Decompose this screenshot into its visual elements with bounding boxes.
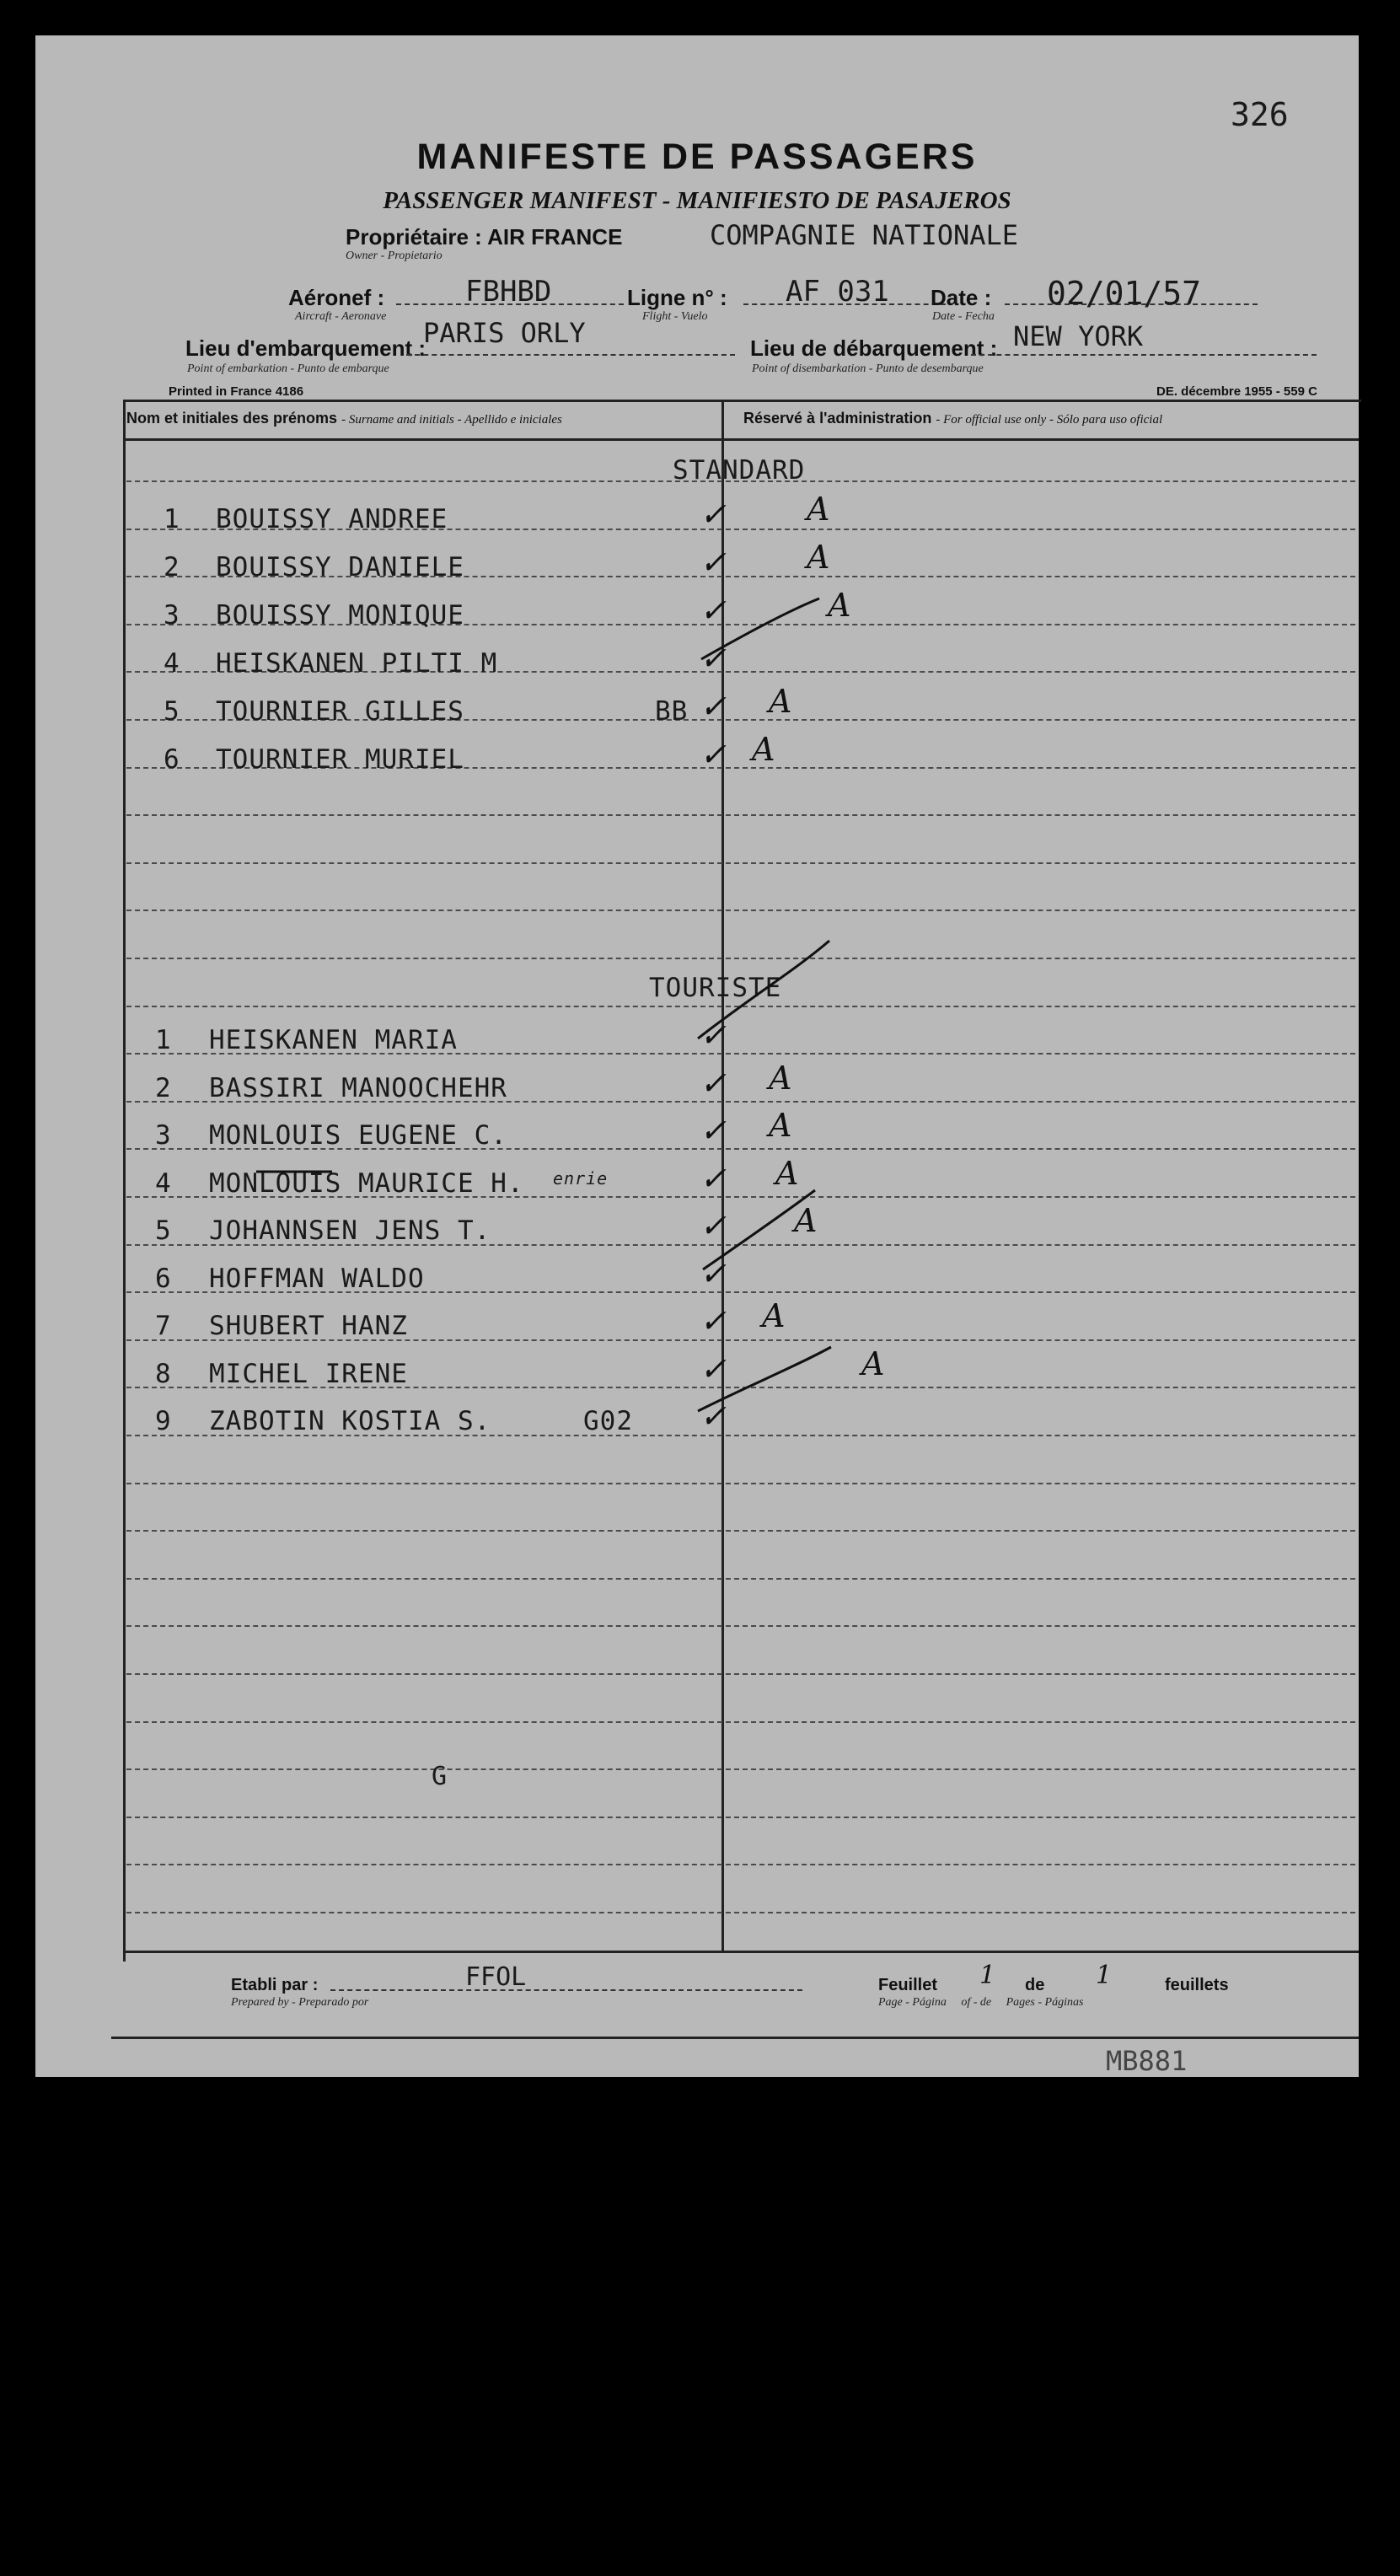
prepared-by-value: FFOL: [465, 1962, 527, 1992]
flight-label: Ligne n° :: [627, 285, 727, 310]
row-number: 4: [164, 648, 180, 679]
passenger-name: JOHANNSEN JENS T.: [209, 1216, 491, 1246]
aircraft-label: Aéronef :: [288, 285, 385, 310]
embarkation-sublabel: Point of embarkation - Punto de embarque: [187, 362, 389, 375]
passenger-name: MICHEL IRENE: [209, 1358, 408, 1389]
date-sublabel: Date - Fecha: [932, 310, 995, 323]
row-number: 6: [155, 1263, 172, 1294]
touriste-header: TOURISTE: [649, 973, 782, 1003]
row-number: 5: [155, 1216, 172, 1246]
disembarkation-label: Lieu de débarquement :: [750, 335, 998, 361]
row-number: 1: [155, 1025, 172, 1055]
stray-letter: G: [432, 1762, 448, 1791]
date-value: 02/01/57: [1047, 275, 1202, 312]
admin-mark: A: [807, 491, 830, 528]
check-mark: ✓: [700, 1207, 727, 1244]
passenger-name: MONLOUIS MAURICE H.: [209, 1167, 524, 1199]
page-number: 326: [1231, 96, 1289, 133]
check-mark: ✓: [700, 1350, 727, 1387]
passenger-name: BOUISSY DANIELE: [216, 552, 464, 582]
admin-mark: A: [769, 683, 792, 720]
tick-stroke: [698, 1347, 831, 1411]
check-mark: ✓: [700, 736, 727, 773]
check-mark: ✓: [700, 1159, 727, 1197]
check-mark: ✓: [700, 1302, 727, 1339]
manifest-sheet: [35, 35, 1359, 2077]
row-number: 8: [155, 1358, 172, 1389]
row-number: 9: [155, 1406, 172, 1436]
passenger-name: SHUBERT HANZ: [209, 1311, 408, 1341]
embarkation-label: Lieu d'embarquement :: [185, 335, 426, 361]
check-mark: ✓: [700, 1254, 727, 1292]
check-mark: ✓: [700, 688, 727, 725]
sheet-sublabel: Page - Página of - de Pages - Páginas: [878, 1996, 1084, 2009]
disembarkation-value: NEW YORK: [1013, 320, 1144, 352]
page-title: MANIFESTE DE PASSAGERS: [416, 137, 978, 177]
admin-mark: A: [752, 731, 775, 768]
row-number: 5: [164, 696, 180, 727]
check-mark: ✓: [700, 496, 727, 533]
passenger-name: HOFFMAN WALDO: [209, 1263, 425, 1294]
prepared-by-label: Etabli par :: [231, 1976, 319, 1994]
sheet-pages-label: feuillets: [1165, 1976, 1229, 1994]
passenger-note: enrie: [553, 1167, 609, 1189]
sheet-page-label: Feuillet: [878, 1976, 938, 1994]
tick-stroke: [698, 941, 829, 1038]
check-mark: ✓: [700, 592, 727, 629]
tick-stroke: [701, 598, 819, 659]
sheet-of-value: 1: [1096, 1961, 1113, 1990]
aircraft-sublabel: Aircraft - Aeronave: [295, 310, 387, 323]
sheet-of-label: de: [1025, 1976, 1045, 1994]
owner-label: Propriétaire : AIR FRANCE: [346, 224, 623, 250]
check-mark: ✓: [700, 1398, 727, 1435]
admin-mark: A: [807, 539, 830, 576]
passenger-name: ZABOTIN KOSTIA S.: [209, 1406, 491, 1436]
check-mark: ✓: [700, 544, 727, 581]
passenger-name: MONLOUIS EUGENE C.: [209, 1120, 507, 1151]
row-number: 2: [164, 552, 180, 582]
passenger-note: BB: [655, 696, 689, 727]
page-subtitle: PASSENGER MANIFEST - MANIFIESTO DE PASAJEROS: [383, 187, 1011, 214]
row-number: 3: [155, 1120, 172, 1151]
passenger-name: BOUISSY ANDREE: [216, 504, 448, 534]
admin-mark: A: [861, 1344, 885, 1382]
admin-mark: A: [775, 1154, 799, 1192]
flight-sublabel: Flight - Vuelo: [642, 310, 708, 323]
passenger-name: BOUISSY MONIQUE: [216, 600, 464, 631]
passenger-name: TOURNIER MURIEL: [216, 744, 464, 775]
prepared-by-sublabel: Prepared by - Preparado por: [231, 1996, 369, 2009]
check-mark: ✓: [700, 1017, 727, 1054]
form-code: DE. décembre 1955 - 559 C: [1156, 384, 1317, 399]
admin-mark: A: [762, 1297, 786, 1334]
check-mark: ✓: [700, 640, 727, 677]
admin-mark: A: [769, 1107, 792, 1144]
embarkation-value: PARIS ORLY: [423, 317, 586, 349]
passenger-name: BASSIRI MANOOCHEHR: [209, 1072, 507, 1103]
passenger-name: HEISKANEN MARIA: [209, 1025, 458, 1055]
printed-in: Printed in France 4186: [169, 384, 304, 399]
disembarkation-sublabel: Point of disembarkation - Punto de desembarque: [752, 362, 984, 375]
owner-value: COMPAGNIE NATIONALE: [710, 219, 1019, 251]
handwritten-marks: [35, 35, 1359, 2077]
row-number: 7: [155, 1311, 172, 1341]
date-label: Date :: [931, 285, 992, 310]
passenger-name: HEISKANEN PILTI M: [216, 648, 498, 679]
stamp-code: MB881: [1106, 2045, 1188, 2077]
owner-sublabel: Owner - Propietario: [346, 250, 443, 262]
aircraft-value: FBHBD: [465, 275, 552, 309]
passenger-note: G02: [583, 1406, 633, 1436]
standard-header: STANDARD: [673, 455, 806, 486]
row-number: 4: [155, 1167, 172, 1199]
check-mark: ✓: [700, 1112, 727, 1149]
column-header-right: Réservé à l'administration - For official use only - Sólo para uso oficial: [743, 410, 1163, 427]
column-header-left: Nom et initiales des prénoms - Surname and initials - Apellido e iniciales: [126, 410, 562, 427]
row-number: 3: [164, 600, 180, 631]
admin-mark: A: [828, 587, 851, 624]
sheet-page-value: 1: [979, 1961, 996, 1990]
row-number: 6: [164, 744, 180, 775]
passenger-name: TOURNIER GILLES: [216, 696, 464, 727]
tick-stroke: [703, 1190, 818, 1269]
row-number: 2: [155, 1072, 172, 1103]
flight-value: AF 031: [786, 275, 889, 309]
admin-mark: A: [794, 1202, 818, 1239]
check-mark: ✓: [700, 1064, 727, 1102]
row-number: 1: [164, 504, 180, 534]
admin-mark: A: [769, 1059, 792, 1097]
